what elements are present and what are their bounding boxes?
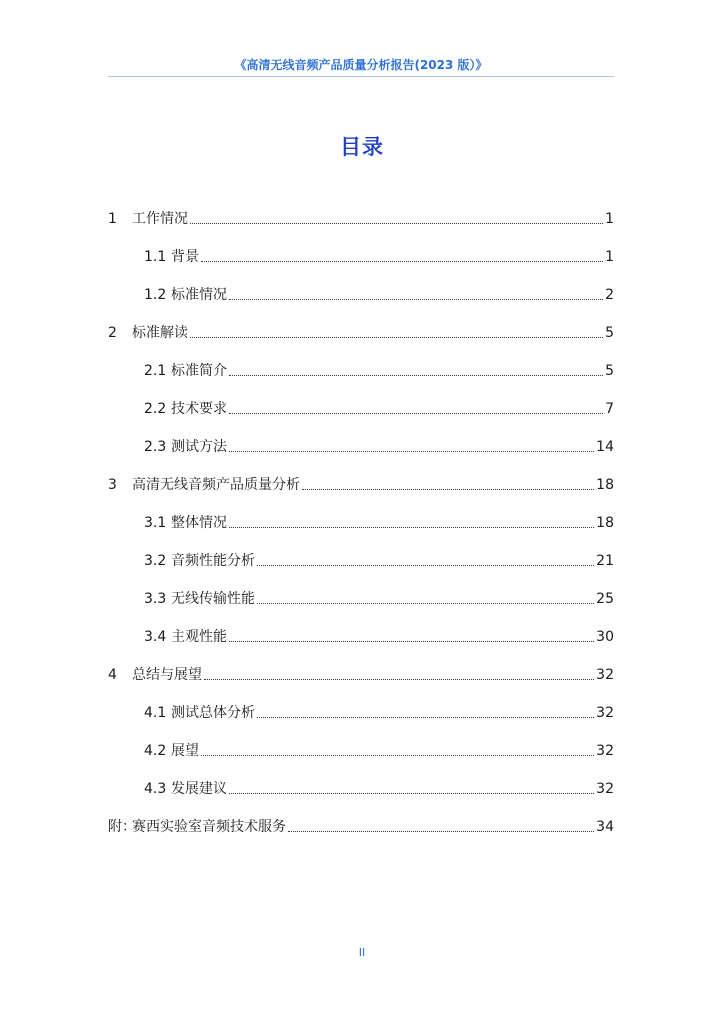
toc-entry-number: 4.2 (144, 743, 167, 759)
toc-entry-page: 32 (596, 667, 614, 683)
toc-entry-page: 1 (605, 211, 614, 227)
toc-entry-title: 标准情况 (171, 287, 227, 303)
toc-entry[interactable] (108, 209, 614, 247)
toc-entry[interactable] (108, 627, 614, 665)
toc-entry-page: 14 (596, 439, 614, 455)
toc-dot-leader (229, 285, 603, 300)
running-header-title: 《高清无线音频产品质量分析报告(2023 版）》 (234, 58, 488, 72)
toc-entry[interactable] (108, 285, 614, 323)
toc-entry-page: 21 (596, 553, 614, 569)
toc-entry-page: 1 (605, 249, 614, 265)
toc-dot-leader (190, 209, 603, 224)
toc-entry[interactable] (108, 817, 614, 855)
toc-dot-leader (204, 665, 594, 680)
toc-entry-number: 3.4 (144, 629, 167, 645)
toc-entry-title: 背景 (171, 249, 199, 265)
toc-entry[interactable] (108, 551, 614, 589)
toc-entry-page: 18 (596, 515, 614, 531)
toc-entry-number: 4.1 (144, 705, 167, 721)
toc-dot-leader (229, 627, 594, 642)
toc-entry-title: 展望 (171, 743, 199, 759)
toc-entry-page: 34 (596, 819, 614, 835)
toc-entry-number: 3.3 (144, 591, 167, 607)
toc-entry-page: 32 (596, 705, 614, 721)
toc-entry[interactable] (108, 589, 614, 627)
toc-entry-number: 1.1 (144, 249, 167, 265)
toc-dot-leader (229, 513, 594, 528)
toc-entry-number: 3.2 (144, 553, 167, 569)
toc-entry-page: 30 (596, 629, 614, 645)
toc-entry-title: 工作情况 (132, 211, 188, 227)
toc-entry[interactable] (108, 323, 614, 361)
table-of-contents (108, 209, 614, 855)
toc-dot-leader (257, 703, 594, 718)
toc-dot-leader (229, 361, 603, 376)
toc-entry-page: 5 (605, 325, 614, 341)
toc-entry-page: 32 (596, 781, 614, 797)
toc-entry[interactable] (108, 437, 614, 475)
toc-entry-number: 2 (108, 325, 117, 341)
toc-entry-title: 发展建议 (171, 781, 227, 797)
toc-entry-page: 7 (605, 401, 614, 417)
toc-entry[interactable] (108, 665, 614, 703)
toc-entry-page: 5 (605, 363, 614, 379)
toc-entry-title: 整体情况 (171, 515, 227, 531)
toc-entry-title: 标准解读 (132, 325, 188, 341)
toc-entry[interactable] (108, 399, 614, 437)
toc-entry-number: 1.2 (144, 287, 167, 303)
toc-entry[interactable] (108, 361, 614, 399)
toc-entry-number: 4 (108, 667, 117, 683)
toc-entry-title: 总结与展望 (132, 667, 202, 683)
toc-entry[interactable] (108, 703, 614, 741)
toc-dot-leader (257, 589, 594, 604)
toc-entry-number: 1 (108, 211, 117, 227)
toc-dot-leader (201, 741, 594, 756)
toc-entry-number: 3 (108, 477, 117, 493)
toc-entry-number: 4.3 (144, 781, 167, 797)
toc-entry-title: 测试总体分析 (171, 705, 255, 721)
toc-entry-number: 2.3 (144, 439, 167, 455)
toc-entry[interactable] (108, 475, 614, 513)
toc-entry[interactable] (108, 247, 614, 285)
toc-entry-number: 2.1 (144, 363, 167, 379)
toc-dot-leader (201, 247, 603, 262)
toc-dot-leader (229, 437, 594, 452)
toc-entry-page: 2 (605, 287, 614, 303)
toc-entry-title: 标准简介 (171, 363, 227, 379)
toc-entry-title: 技术要求 (171, 401, 227, 417)
toc-dot-leader (190, 323, 603, 338)
toc-entry-title: 赛西实验室音频技术服务 (132, 819, 286, 835)
toc-entry[interactable] (108, 779, 614, 817)
toc-dot-leader (257, 551, 594, 566)
toc-entry-title: 测试方法 (171, 439, 227, 455)
toc-entry[interactable] (108, 741, 614, 779)
toc-entry-title: 无线传输性能 (171, 591, 255, 607)
toc-dot-leader (288, 817, 594, 832)
toc-dot-leader (302, 475, 594, 490)
toc-dot-leader (229, 779, 594, 794)
toc-entry-title: 主观性能 (171, 629, 227, 645)
toc-title: 目录 (340, 135, 384, 159)
toc-entry-number: 2.2 (144, 401, 167, 417)
toc-entry-number: 3.1 (144, 515, 167, 531)
header-divider (108, 76, 614, 77)
toc-entry-page: 32 (596, 743, 614, 759)
toc-dot-leader (229, 399, 603, 414)
toc-entry-title: 高清无线音频产品质量分析 (132, 477, 300, 493)
toc-entry[interactable] (108, 513, 614, 551)
toc-entry-page: 25 (596, 591, 614, 607)
toc-entry-page: 18 (596, 477, 614, 493)
toc-entry-number: 附： (108, 819, 136, 835)
toc-entry-title: 音频性能分析 (171, 553, 255, 569)
page-number: II (358, 946, 366, 959)
